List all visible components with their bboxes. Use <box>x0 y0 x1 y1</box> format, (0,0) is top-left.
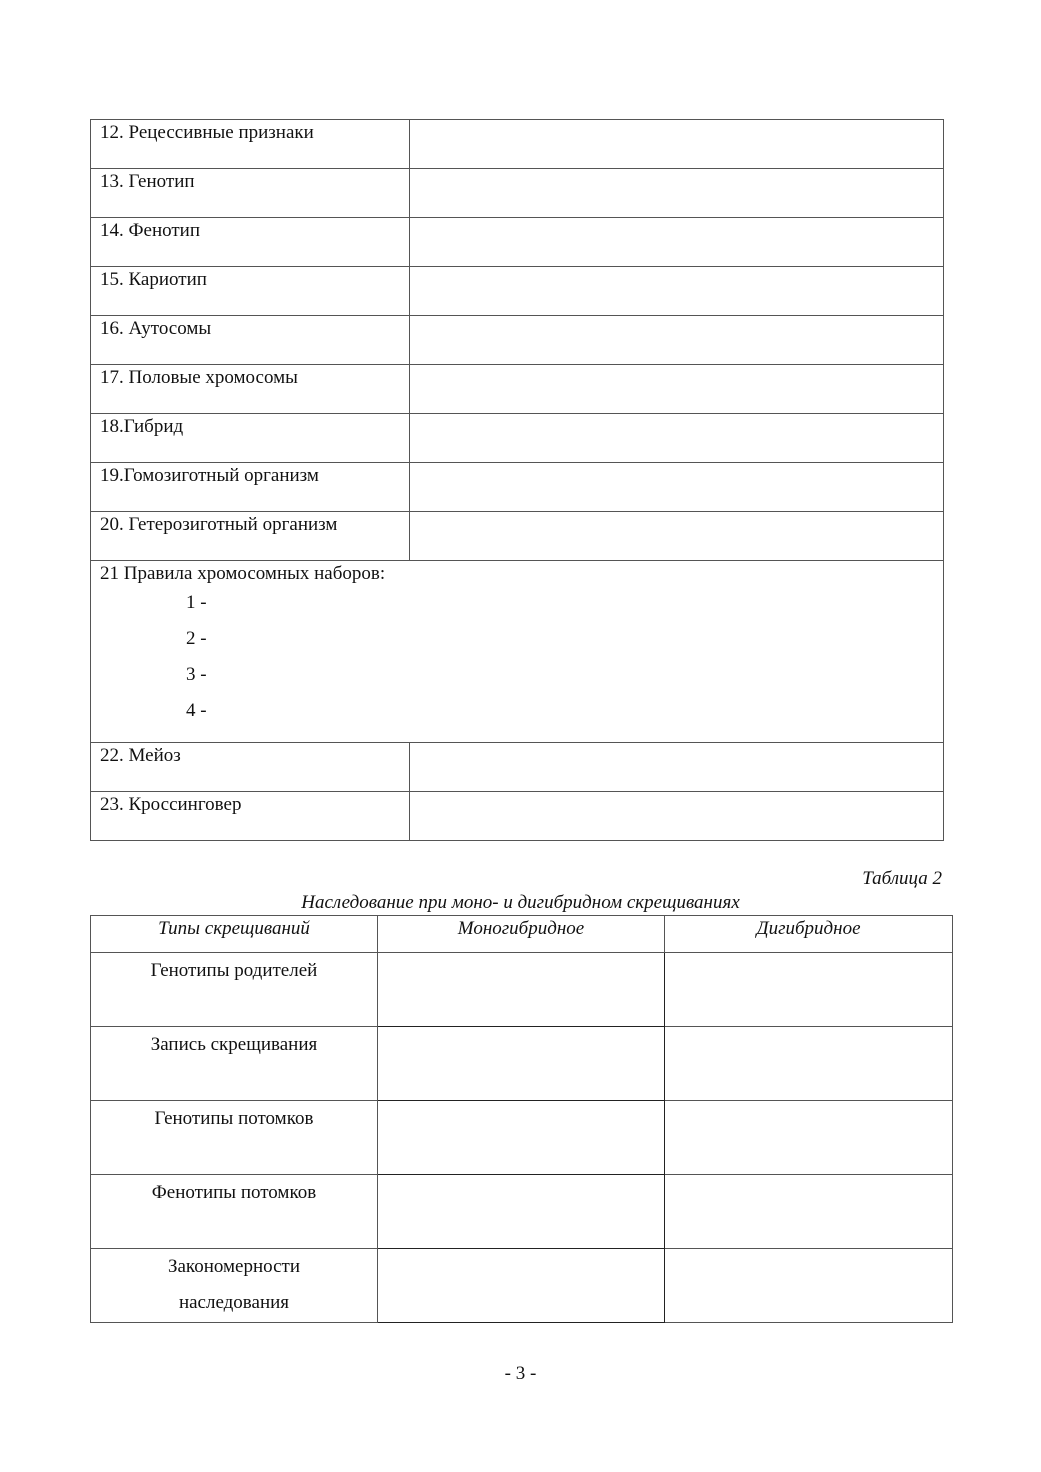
cross-table <box>90 915 953 1323</box>
row-label: Генотипы родителей <box>91 953 378 1027</box>
rule-item: 3 - <box>186 664 207 685</box>
table-row <box>91 1101 953 1175</box>
answer-cell[interactable] <box>410 512 944 561</box>
rule-item: 1 - <box>186 592 207 613</box>
table-row <box>91 365 944 414</box>
table-row <box>91 953 953 1027</box>
column-header: Моногибридное <box>378 916 665 953</box>
rules-list <box>100 585 943 729</box>
dihybrid-cell[interactable] <box>665 1027 953 1101</box>
row-label-line: Закономерности <box>167 1256 301 1277</box>
row-label: Запись скрещивания <box>91 1027 378 1101</box>
dihybrid-cell[interactable] <box>665 1101 953 1175</box>
rule-item: 4 - <box>186 700 207 721</box>
row-label <box>91 1249 378 1323</box>
term-label: 15. Кариотип <box>91 267 410 316</box>
monohybrid-cell[interactable] <box>378 1027 665 1101</box>
row-label: Фенотипы потомков <box>91 1175 378 1249</box>
answer-cell[interactable] <box>410 316 944 365</box>
table-row <box>91 267 944 316</box>
terms-table <box>90 119 944 841</box>
answer-cell[interactable] <box>410 414 944 463</box>
term-label: 14. Фенотип <box>91 218 410 267</box>
monohybrid-cell[interactable] <box>378 1249 665 1323</box>
table-row <box>91 218 944 267</box>
term-label: 23. Кроссинговер <box>91 792 410 841</box>
column-header: Дигибридное <box>665 916 953 953</box>
dihybrid-cell[interactable] <box>665 953 953 1027</box>
column-header: Типы скрещиваний <box>91 916 378 953</box>
page-number: - 3 - <box>504 1363 537 1384</box>
answer-cell[interactable] <box>410 792 944 841</box>
table-row <box>91 120 944 169</box>
table-number-label: Таблица 2 <box>862 868 942 889</box>
table-header-row <box>91 916 953 953</box>
monohybrid-cell[interactable] <box>378 1175 665 1249</box>
table-row <box>91 316 944 365</box>
term-label: 20. Гетерозиготный организм <box>91 512 410 561</box>
term-label: 22. Мейоз <box>91 743 410 792</box>
table-row <box>91 1249 953 1323</box>
answer-cell[interactable] <box>410 743 944 792</box>
table-title: Наследование при моно- и дигибридном скрещиваниях <box>301 892 740 913</box>
term-label: 17. Половые хромосомы <box>91 365 410 414</box>
table-row <box>91 169 944 218</box>
answer-cell[interactable] <box>410 463 944 512</box>
table-row <box>91 463 944 512</box>
table-row <box>91 1175 953 1249</box>
term-label: 16. Аутосомы <box>91 316 410 365</box>
answer-cell[interactable] <box>410 267 944 316</box>
answer-cell[interactable] <box>410 169 944 218</box>
answer-cell[interactable] <box>410 365 944 414</box>
answer-cell[interactable] <box>410 218 944 267</box>
table-row <box>91 512 944 561</box>
monohybrid-cell[interactable] <box>378 1101 665 1175</box>
rule-item: 2 - <box>186 628 207 649</box>
table-row <box>91 1027 953 1101</box>
dihybrid-cell[interactable] <box>665 1175 953 1249</box>
term-label: 19.Гомозиготный организм <box>91 463 410 512</box>
row-label: Генотипы потомков <box>91 1101 378 1175</box>
row-label-line: наследования <box>178 1292 290 1313</box>
table-row <box>91 743 944 792</box>
term-label: 12. Рецессивные признаки <box>91 120 410 169</box>
table-row <box>91 414 944 463</box>
rules-title: 21 Правила хромосомных наборов: <box>100 563 386 584</box>
table-row <box>91 792 944 841</box>
answer-cell[interactable] <box>410 120 944 169</box>
rules-cell[interactable] <box>91 561 944 743</box>
term-label: 13. Генотип <box>91 169 410 218</box>
term-label: 18.Гибрид <box>91 414 410 463</box>
rules-row <box>91 561 944 743</box>
dihybrid-cell[interactable] <box>665 1249 953 1323</box>
monohybrid-cell[interactable] <box>378 953 665 1027</box>
